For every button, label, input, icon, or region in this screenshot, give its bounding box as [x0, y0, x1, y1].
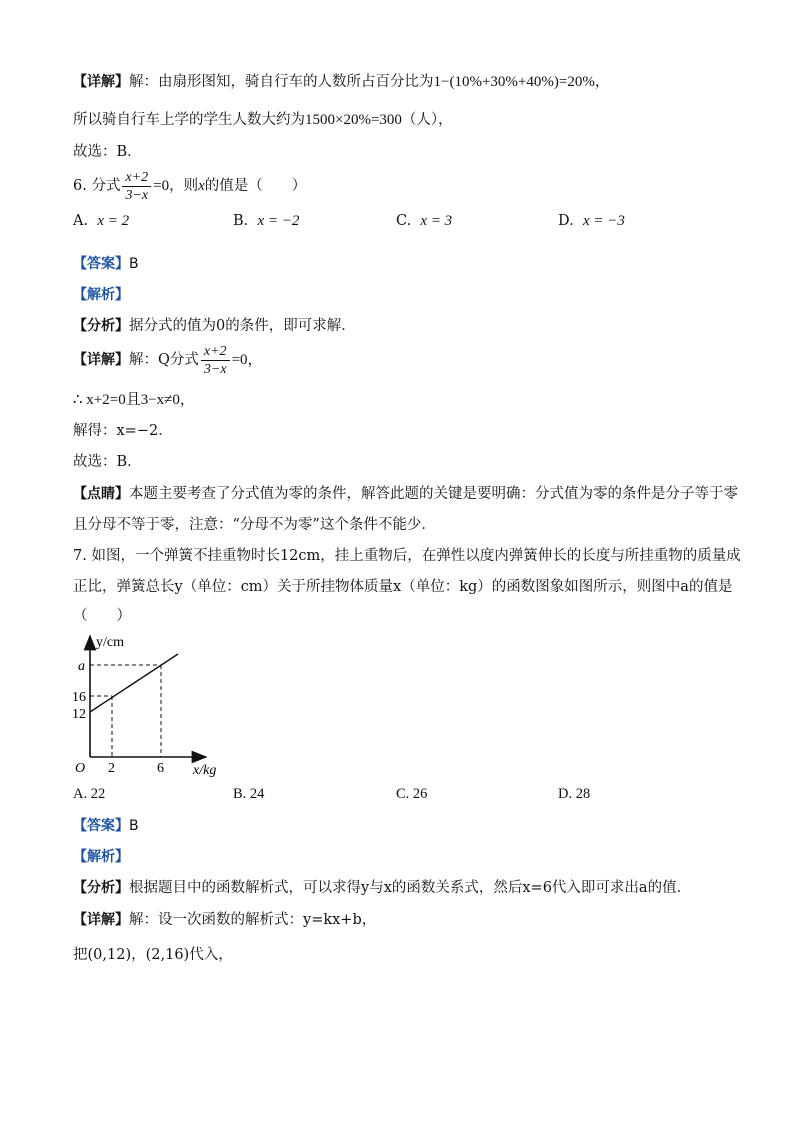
- variable: x: [198, 178, 205, 194]
- q6-dianjing-2: 且分母不等于零，注意：“分母不为零”这个条件不能少．: [73, 517, 436, 533]
- detail-line-1: [73, 72, 609, 92]
- x-tick-6: 6: [157, 761, 164, 776]
- fenxi-tag: 【分析】: [73, 318, 129, 334]
- q6-fraction: [122, 169, 151, 204]
- question-7-line-1: 7. 如图，一个弹簧不挂重物时长12cm，挂上重物后，在弹性以度内弹簧伸长的长度与所挂重物的质量成: [73, 548, 741, 564]
- choose-line: 故选：B．: [73, 144, 142, 160]
- q6-detail: [73, 342, 263, 378]
- option-letter: D.: [558, 786, 573, 802]
- x-tick-2: 2: [108, 761, 115, 776]
- option-value: 24: [249, 786, 265, 802]
- q7-option-c[interactable]: [396, 786, 427, 803]
- answer-tag: 【答案】: [73, 818, 129, 834]
- x-axis-label: x/kg: [193, 763, 217, 778]
- denominator: 3−x: [203, 361, 227, 377]
- percent-formula: 1−(10%+30%+40%)=20%: [433, 74, 595, 90]
- detail-text: 解：Q分式: [129, 352, 199, 368]
- function-graph: [62, 630, 262, 780]
- q6-choose: 故选：B．: [73, 454, 142, 470]
- answer-tag: 【答案】: [73, 256, 129, 272]
- y-tick-a: a: [78, 659, 85, 674]
- q7-detail: [73, 910, 376, 930]
- q6-fenxi: [73, 316, 356, 336]
- fenxi-text: 据分式的值为0的条件，即可求解．: [129, 318, 356, 334]
- option-letter: C.: [396, 786, 410, 802]
- detail-text: 解：由扇形图知，骑自行车的人数所占百分比为: [129, 74, 434, 90]
- q6-option-b[interactable]: [233, 213, 299, 230]
- q7-option-a[interactable]: [73, 786, 105, 803]
- dianjing-tag: 【点睛】: [73, 486, 129, 502]
- fenxi-text: 根据题目中的函数解析式，可以求得y与x的函数关系式，然后x=6代入即可求出a的值．: [129, 880, 692, 896]
- function-line: [90, 654, 178, 712]
- dianjing-text: 本题主要考查了分式值为零的条件，解答此题的关键是要明确：分式值为零的条件是分子等于零: [129, 486, 738, 502]
- count-formula: 1500×20%=300: [305, 112, 402, 128]
- equation-rhs: =0: [153, 178, 170, 194]
- detail-tag: 【详解】: [73, 912, 129, 928]
- question-7-line-3: （ ）: [73, 608, 131, 624]
- option-letter: B.: [233, 213, 249, 229]
- equation-rhs: =0，: [231, 352, 263, 368]
- option-value: x = 2: [97, 213, 130, 229]
- origin-label: O: [75, 761, 86, 776]
- q6-number: 6. 分式: [73, 178, 121, 194]
- q6-analysis-heading: [73, 285, 129, 305]
- option-letter: A.: [73, 786, 88, 802]
- y-tick-16: 16: [72, 690, 86, 705]
- count-text: 所以骑自行车上学的学生人数大约为: [73, 112, 305, 128]
- stem-text-end: 的值是（ ）: [204, 178, 307, 194]
- q7-option-b[interactable]: [233, 786, 264, 803]
- q6-answer: [73, 254, 139, 274]
- option-value: x = −2: [257, 213, 300, 229]
- q7-fenxi: [73, 878, 691, 898]
- option-value: 26: [412, 786, 428, 802]
- fenxi-tag: 【分析】: [73, 880, 129, 896]
- option-value: 22: [90, 786, 106, 802]
- q6-option-a[interactable]: [73, 213, 129, 230]
- option-letter: B.: [233, 786, 247, 802]
- denominator: 3−x: [125, 187, 149, 203]
- y-tick-12: 12: [72, 707, 86, 722]
- q6-option-d[interactable]: [558, 213, 625, 230]
- question-6-stem: [73, 168, 306, 204]
- q7-answer: [73, 816, 139, 836]
- detail-line-2: [73, 110, 453, 130]
- detail-fraction: [201, 343, 230, 378]
- option-letter: A.: [73, 213, 89, 229]
- punct: ，: [594, 74, 610, 90]
- option-letter: C.: [396, 213, 412, 229]
- option-value: 28: [575, 786, 591, 802]
- option-value: x = 3: [420, 213, 453, 229]
- option-letter: D.: [558, 213, 574, 229]
- unit-text: （人），: [401, 112, 453, 128]
- numerator: x+2: [122, 169, 151, 187]
- y-axis-label: y/cm: [96, 635, 124, 650]
- q7-substitute: 把(0,12)，(2,16)代入，: [73, 947, 233, 963]
- option-value: x = −3: [582, 213, 625, 229]
- answer-value: B: [129, 818, 139, 834]
- stem-text: ，则: [169, 178, 199, 194]
- detail-tag: 【详解】: [73, 352, 129, 368]
- question-7-line-2: 正比，弹簧总长y（单位：cm）关于所挂物体质量x（单位：kg）的函数图象如图所示，则图中a的值是: [73, 579, 733, 595]
- analysis-tag: 【解析】: [73, 287, 129, 303]
- q7-analysis-heading: [73, 847, 129, 867]
- q6-solve: 解得：x=−2．: [73, 423, 173, 439]
- q6-therefore: ∴ x+2=0且3−x≠0，: [73, 392, 195, 408]
- q7-option-d[interactable]: [558, 786, 590, 803]
- answer-value: B: [129, 256, 139, 272]
- analysis-tag: 【解析】: [73, 849, 129, 865]
- detail-text: 解：设一次函数的解析式：y=kx+b，: [129, 912, 377, 928]
- numerator: x+2: [201, 343, 230, 361]
- detail-tag: 【详解】: [73, 74, 129, 90]
- q6-option-c[interactable]: [396, 213, 452, 230]
- q6-dianjing-1: [73, 484, 738, 504]
